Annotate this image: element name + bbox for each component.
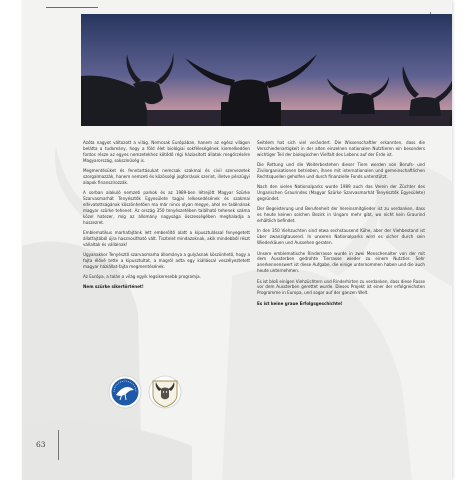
paragraph: Nach den vielen Nationalparks wurde 1989 auch das Verein der Züchter des Ungarischen Graurindes (Magyar Szürke Szarvasmarhát Tenyésztők Egyesülete) gegründet. [257,184,425,202]
german-text-column [257,140,425,311]
closing-statement: Nem szürke sikertörténet! [83,284,144,290]
page-number: 63 [36,440,46,449]
paragraph: Azóta nagyot változott a világ. Nemcsak Európában, hanem az egész világon belátta a tudomány, hogy a föld élet biológiai sokféleségének kiemelkedően fontos része az egyes nemzetekhez kötődő régi háziasított állatok megőrzésére Magyarország, sokszínűség is. [83,140,250,163]
paragraph: Seitdem hat sich viel verändert. Die Wissenschaftler erkannten, dass die Verschiedenartigkeit in der alten einzelnen nationalen Nutztieren ein besonders wichtiger Teil der biologischen Vielfalt des Lebens auf der Erde ist. [257,140,425,157]
nature-protection-logo [108,375,142,409]
paragraph: Der Begeisterung und Berufenheit der Vereinsmitglieder ist zu verdanken, dass es heute keinen solchen Bezirk in Ungarn mehr gibt, wo nicht kein Graurind erhältlich befindet. [257,206,425,224]
logo-row [106,375,196,413]
paragraph: Az Európa, a talán a világ egyik legsikeresebb programja. [83,274,201,280]
closing-statement: Es ist keine graue Erfolgsgeschichte! [257,300,343,306]
paragraph: Die Rettung und die Weiterbestehen dieser Tiere werden von Berufs- und Zivilorganisationen betrieben, ihnen mit internationalen und gemeinschaftlichen Rechtsquellen geholfen und durch finanzielle Fonds unterstützt. [257,162,425,179]
paragraph: Unsere emblematische Rinderrasse wurde in zwei Menschenalter von der mit dem Aussterben gedrohte Tierrasse wieder zu einem Nutztier. Sehr anerkennenswert ist diese Aufgabe, die einige unternommen haben und die auch heute unternehmen. [257,250,425,274]
paragraph: A sorban alakuló nemzeti parkok és az 1989-ben létrejött Magyar Szürke Szarvasmarhát Tenyésztők Egyesülete tagjai lelkesedésének és szakmai elhivatottságának köszönhetően ma már nincs olyan megye, ahol ne találnának magyar szürke tehenet. Az ország 350 tenyészetében található tehenek száma közel hatezer, míg az állomány nagysága összességében meghaladja a húszezret. [83,190,250,225]
paragraph: Emblematikus marhafajtánk lett emberöltő alatt a kipusztulással fenyegetett állatfajtából újra hasznosítható vált. Tisztelet mindazoknak, akik mindebből részt vállaltak és vállalnak! [83,229,250,247]
page-sheet [22,0,452,480]
paragraph: Megmentésüket és fenntartásukat nemcsak szakmai és civil szervezetek szorgalmazzák, hanem nemzeti és közösségi jogforrások szerint, illetve pénzügyi alapok finanszírozzák. [83,168,250,185]
paragraph: Ugyanakkor Tenyésztő szarvasmarha állománya a gulyásnak köszönhető, hogy a fajta élővé tette a kipusztultat, a magról adta egy kiállással veszélyeztetett magyar háziállat-fajta megmentésének. [83,252,250,269]
paragraph: In den 350 Viehzuchten sind etwa sechstausend Kühe, aber der Viehbestand ist über zwanzigtausend. In unseren Nationalparks wird es sicher durch sein Wiederkäuen und Aussehen geraten. [257,228,425,246]
grey-cattle-association-logo [148,375,182,409]
cattle-silhouette-photo [81,14,452,126]
paragraph: Es ist bloß einigen Viehzüchtern und Rinderhirten zu verdanken, dass diese Rasse vor dem Aussterben gerettet wurde. Dieses Projekt ist einer der erfolgreichsten Programme in Europa, und sogar auf der ganzen Welt. [257,278,425,296]
top-rule [46,7,98,8]
hungarian-text-column [83,140,250,295]
page-number-rule [58,430,59,460]
